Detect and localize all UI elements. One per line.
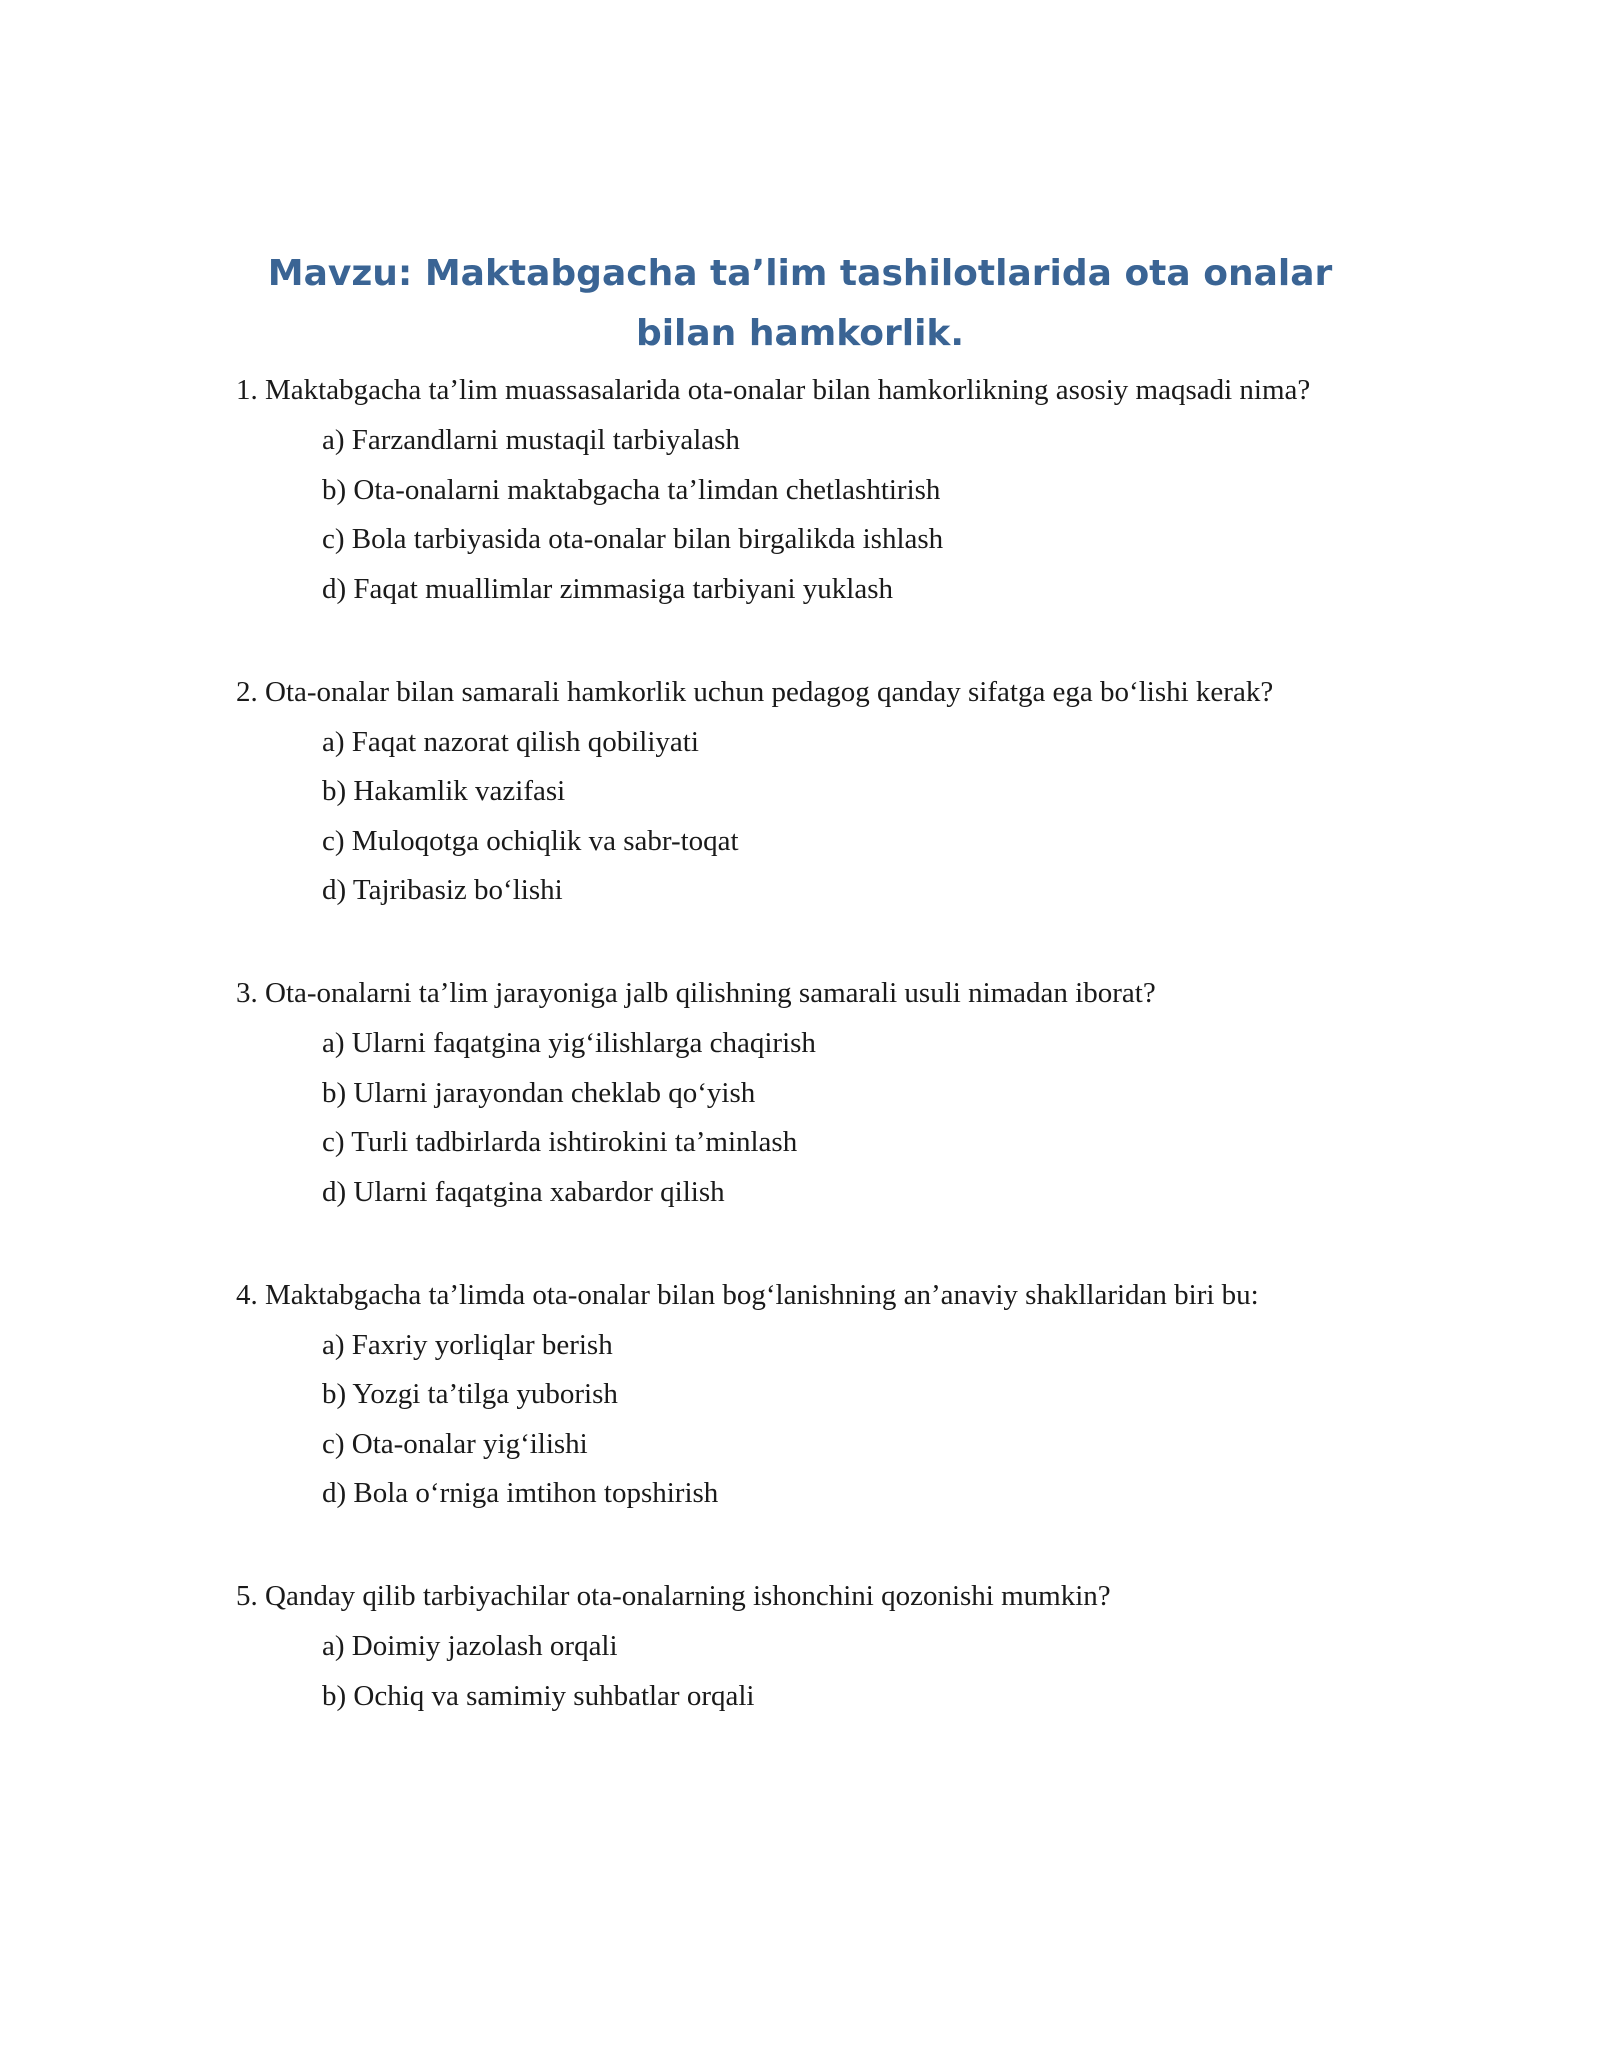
question-1: [236, 370, 1366, 608]
answer-option-d: d) Tajribasiz bo‘lishi: [322, 874, 563, 906]
answer-option-a: a) Doimiy jazolash orqali: [322, 1630, 618, 1662]
answer-options: [236, 1327, 1366, 1513]
answer-option-b: b) Ularni jarayondan cheklab qo‘yish: [322, 1076, 756, 1109]
answer-option-d: d) Faqat muallimlar zimmasiga tarbiyani yuklash: [322, 572, 893, 605]
answer-option-d: d) Bola o‘rniga imtihon topshirish: [322, 1477, 719, 1509]
answer-option-a: a) Faqat nazorat qilish qobiliyati: [322, 725, 699, 758]
question-5: [236, 1576, 1366, 1715]
answer-option-c: c) Turli tadbirlarda ishtirokini ta’minlash: [322, 1126, 798, 1158]
answer-options: [236, 422, 1366, 608]
answer-option-c: c) Bola tarbiyasida ota-onalar bilan birgalikda ishlash: [322, 523, 944, 555]
question-text: 4. Maktabgacha ta’limda ota-onalar bilan bog‘lanishning an’anaviy shakllaridan biri bu:: [236, 1278, 1259, 1311]
question-text: 2. Ota-onalar bilan samarali hamkorlik uchun pedagog qanday sifatga ega bo‘lishi kerak?: [236, 675, 1274, 708]
answer-option-b: b) Yozgi ta’tilga yuborish: [322, 1378, 618, 1410]
answer-option-a: a) Ularni faqatgina yig‘ilishlarga chaqirish: [322, 1027, 816, 1059]
question-3: [236, 973, 1366, 1211]
question-text: 1. Maktabgacha ta’lim muassasalarida ota-onalar bilan hamkorlikning asosiy maqsadi nima?: [236, 374, 1311, 406]
answer-options: [236, 724, 1366, 910]
answer-option-c: c) Ota-onalar yig‘ilishi: [322, 1427, 588, 1460]
question-4: [236, 1275, 1366, 1513]
answer-option-b: b) Ota-onalarni maktabgacha ta’limdan chetlashtirish: [322, 473, 941, 506]
question-2: [236, 672, 1366, 910]
answer-options: [236, 1628, 1366, 1715]
document-title: Mavzu: Maktabgacha ta’lim tashilotlarida ota onalar bilan hamkorlik.: [267, 253, 1333, 354]
answer-option-b: b) Ochiq va samimiy suhbatlar orqali: [322, 1679, 755, 1712]
question-text: 3. Ota-onalarni ta’lim jarayoniga jalb qilishning samarali usuli nimadan iborat?: [236, 977, 1156, 1009]
question-text: 5. Qanday qilib tarbiyachilar ota-onalarning ishonchini qozonishi mumkin?: [236, 1580, 1111, 1612]
answer-option-d: d) Ularni faqatgina xabardor qilish: [322, 1175, 725, 1208]
answer-option-b: b) Hakamlik vazifasi: [322, 775, 566, 807]
question-list: [236, 370, 1366, 1779]
answer-option-c: c) Muloqotga ochiqlik va sabr-toqat: [322, 824, 739, 857]
answer-option-a: a) Farzandlarni mustaqil tarbiyalash: [322, 424, 740, 456]
answer-option-a: a) Faxriy yorliqlar berish: [322, 1328, 613, 1361]
answer-options: [236, 1025, 1366, 1211]
